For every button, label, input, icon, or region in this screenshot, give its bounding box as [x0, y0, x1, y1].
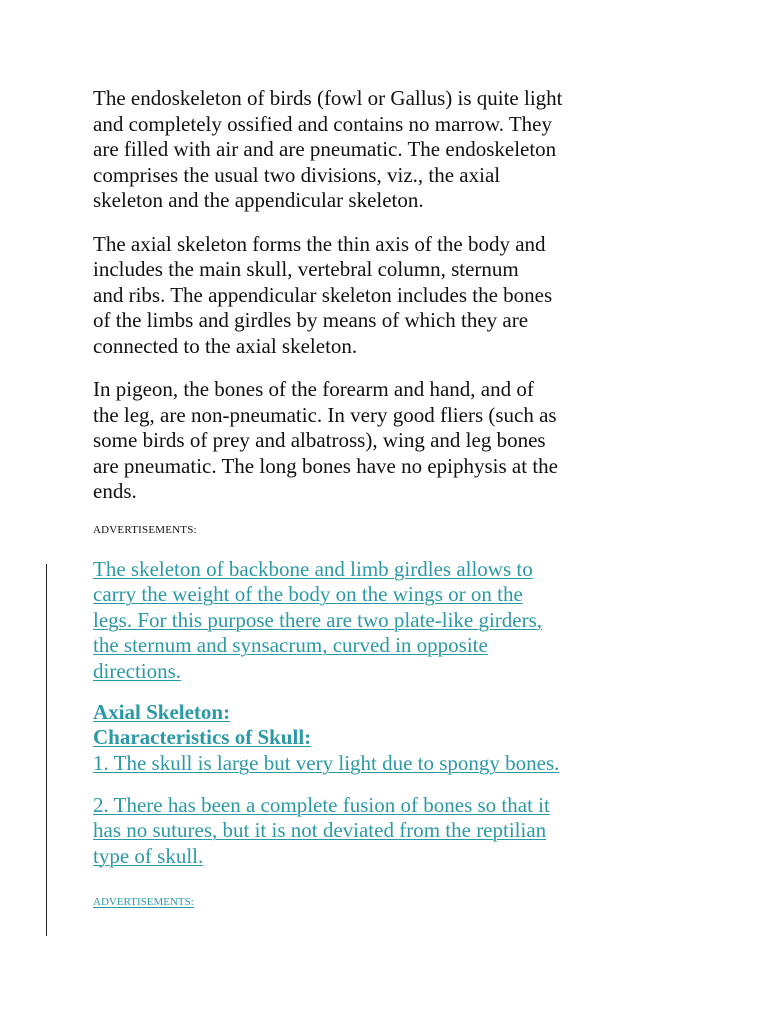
document-page [93, 86, 693, 910]
link-heading-axial-skeleton[interactable]: Axial Skeleton: [93, 700, 231, 724]
advertisements-link[interactable]: ADVERTISEMENTS: [93, 896, 194, 908]
paragraph-pigeon-bones: In pigeon, the bones of the forearm and hand, and of the leg, are non-pneumatic. In very good fliers (such as some birds of prey and albatross), wing and leg bones are pneumatic. The long bones have no epiphysis at the ends. [93, 377, 558, 503]
paragraph-endoskeleton: The endoskeleton of birds (fowl or Gallus) is quite light and completely ossified and contains no marrow. They are filled with air and are pneumatic. The endoskeleton comprises the usual two divisions, viz., the axial skeleton and the appendicular skeleton. [93, 86, 563, 212]
margin-change-bar [46, 564, 47, 936]
paragraph-axial-skeleton: The axial skeleton forms the thin axis of the body and includes the main skull, vertebral column, sternum and ribs. The appendicular skeleton includes the bones of the limbs and girdles by means of which they are connected to the axial skeleton. [93, 231, 553, 358]
link-heading-skull-characteristics[interactable]: Characteristics of Skull: [93, 725, 312, 749]
link-skull-point-1[interactable]: 1. The skull is large but very light due to spongy bones. [93, 751, 560, 775]
advertisements-label: ADVERTISEMENTS: [93, 523, 197, 536]
link-skeleton-backbone[interactable]: The skeleton of backbone and limb girdles allows to carry the weight of the body on the wings or on the legs. For this purpose there are two plate-like girders, the sternum and synsacrum, curved in opposite directions. [93, 556, 543, 683]
link-skull-point-2[interactable]: 2. There has been a complete fusion of bones so that it has no sutures, but it is not deviated from the reptilian type of skull. [93, 792, 550, 868]
